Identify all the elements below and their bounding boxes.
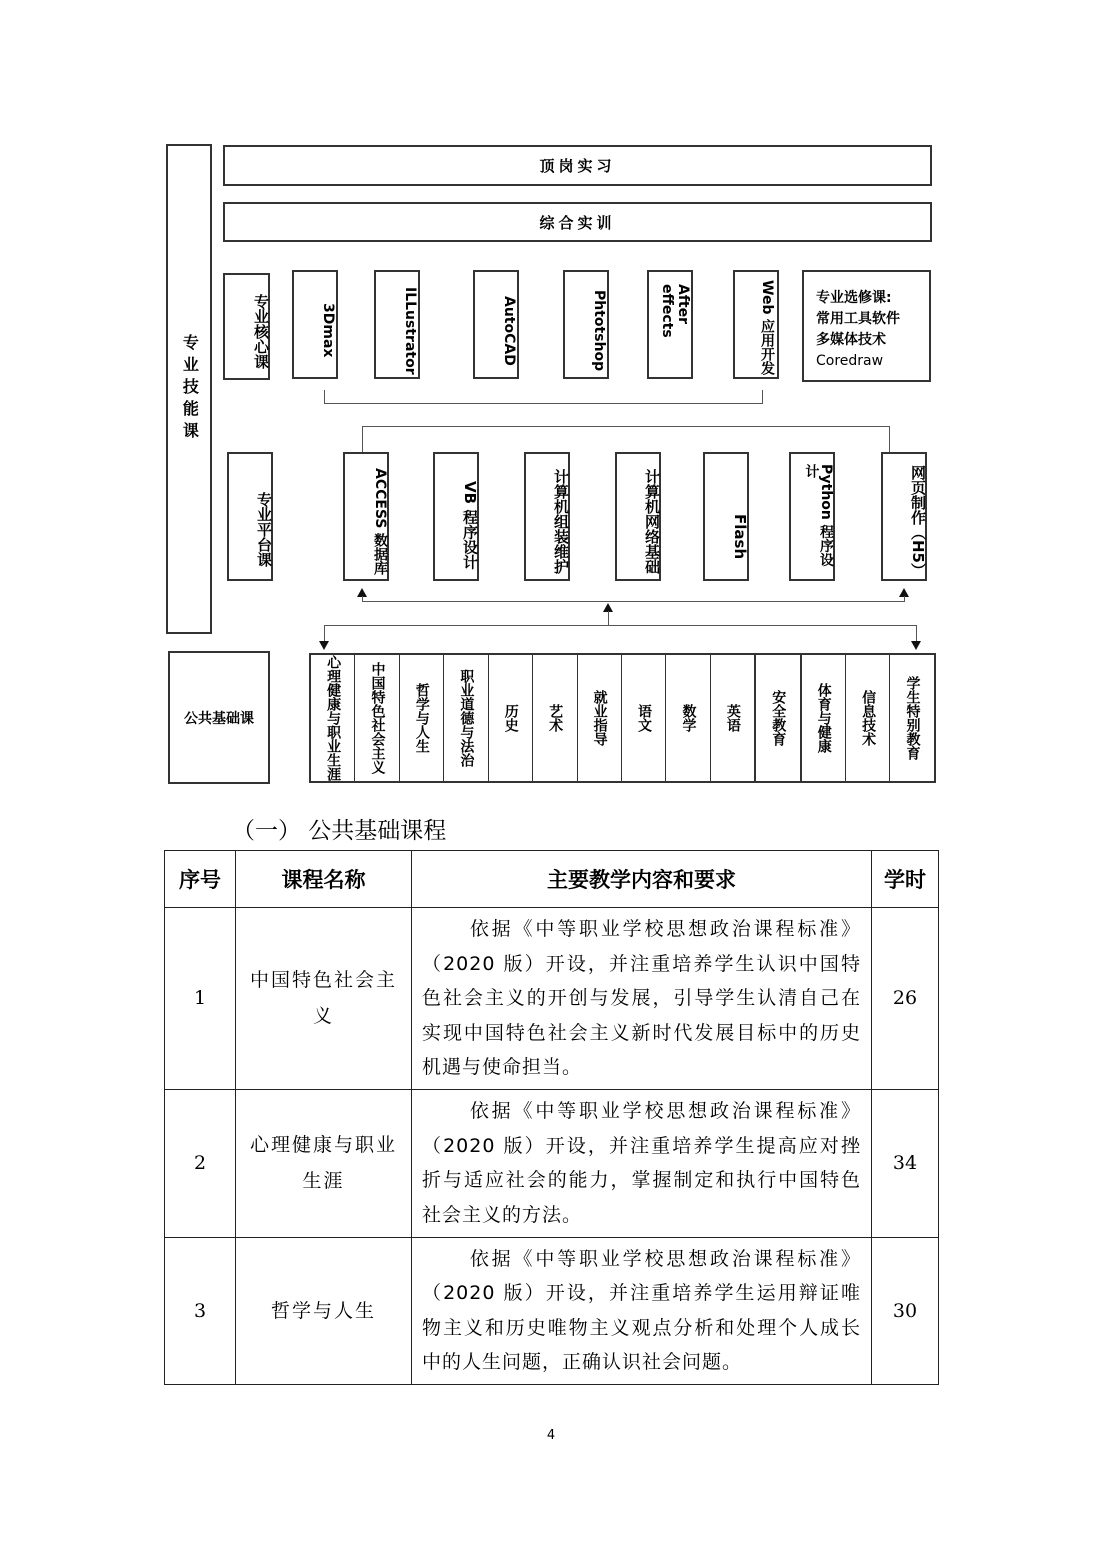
section-heading: （一） 公共基础课程 <box>232 818 447 844</box>
core-course-3dmax: 3Dmax <box>292 270 338 379</box>
elective-title: 专业选修课: <box>816 290 892 306</box>
row-no: 2 <box>165 1089 236 1237</box>
row-course-name: 中国特色社会主义 <box>236 908 412 1090</box>
core-bracket-right <box>762 390 763 404</box>
public-courses-label: 公共基础课 <box>168 651 270 784</box>
platform-bracket-right <box>889 426 890 452</box>
platform-courses-label: 专业平台课 <box>227 452 273 581</box>
public-course: 艺术 <box>533 655 577 781</box>
core-course-after-effects: After effects <box>647 270 693 379</box>
core-course-autocad: AutoCAD <box>473 270 519 379</box>
row-no: 3 <box>165 1237 236 1384</box>
core-bracket <box>324 403 763 404</box>
public-course: 职业道德与法治 <box>444 655 488 781</box>
public-course: 语文 <box>622 655 666 781</box>
core-course-photoshop: Phtotshop <box>563 270 609 379</box>
page-number: 4 <box>546 1428 556 1443</box>
row-hours: 34 <box>872 1089 939 1237</box>
connector-upper-horizontal <box>362 601 905 602</box>
core-course-web-dev: Web 应用开发 <box>733 270 779 379</box>
public-course: 数学 <box>666 655 710 781</box>
row-hours: 26 <box>872 908 939 1090</box>
elective-courses-box <box>802 270 931 382</box>
public-course: 信息技术 <box>846 655 890 781</box>
table-row <box>165 908 939 1090</box>
header-hours: 学时 <box>872 851 939 908</box>
core-course-illustrator: ILLustrator <box>374 270 420 379</box>
row-content: 依据《中等职业学校思想政治课程标准》（2020 版）开设，并注重培养学生提高应对挫折与适应社会的能力，掌握制定和执行中国特色社会主义的方法。 <box>412 1089 872 1237</box>
row-course-name: 哲学与人生 <box>236 1237 412 1384</box>
course-table <box>164 850 939 1385</box>
platform-course-vb: VB 程序设计 <box>433 452 479 581</box>
public-course: 历史 <box>489 655 533 781</box>
public-course: 体育与健康 <box>802 655 846 781</box>
table-header-row <box>165 851 939 908</box>
connector-lower-left <box>324 625 325 641</box>
platform-course-assembly: 计算机组装维护 <box>524 452 570 581</box>
elective-item: 多媒体技术 <box>816 332 886 348</box>
skills-courses-label: 专业技能课 <box>166 144 212 634</box>
row-content: 依据《中等职业学校思想政治课程标准》（2020 版）开设，并注重培养学生认识中国特色社会主义的开创与发展，引导学生认清自己在实现中国特色社会主义新时代发展目标中的历史机遇与使命担当。 <box>412 908 872 1090</box>
core-courses-label: 专业核心课 <box>223 273 270 380</box>
platform-bracket <box>362 426 890 427</box>
internship-bar: 顶岗实习 <box>223 145 932 186</box>
public-course: 心理健康与职业生涯 <box>311 655 355 781</box>
public-courses-row <box>309 653 936 783</box>
table-row <box>165 1089 939 1237</box>
platform-course-python: Python 程序设计 <box>789 452 835 581</box>
header-no: 序号 <box>165 851 236 908</box>
platform-course-access: ACCESS 数据库 <box>343 452 389 581</box>
core-bracket-left <box>324 390 325 404</box>
public-course: 哲学与人生 <box>400 655 444 781</box>
table-row <box>165 1237 939 1384</box>
row-hours: 30 <box>872 1237 939 1384</box>
arrow-down-left <box>319 641 329 650</box>
public-course: 就业指导 <box>578 655 622 781</box>
row-content: 依据《中等职业学校思想政治课程标准》（2020 版）开设，并注重培养学生运用辩证唯物主义和历史唯物主义观点分析和处理个人成长中的人生问题，正确认识社会问题。 <box>412 1237 872 1384</box>
connector-lower-horizontal <box>324 625 917 626</box>
header-name: 课程名称 <box>236 851 412 908</box>
public-course: 学生特别教育 <box>904 676 921 760</box>
elective-item: 常用工具软件 <box>816 311 900 327</box>
public-course: 中国特色社会主义 <box>355 655 399 781</box>
public-course: 英语 <box>711 655 755 781</box>
header-content: 主要教学内容和要求 <box>412 851 872 908</box>
platform-course-flash: Flash <box>703 452 749 581</box>
arrow-down-right <box>911 641 921 650</box>
connector-lower-right <box>916 625 917 641</box>
elective-item: Coredraw <box>816 353 884 369</box>
platform-course-web-h5: 网页制作（H5） <box>881 452 927 581</box>
public-course: 安全教育 <box>755 655 801 781</box>
row-course-name: 心理健康与职业生涯 <box>236 1089 412 1237</box>
platform-course-networking: 计算机网络基础 <box>615 452 661 581</box>
training-bar: 综合实训 <box>223 202 932 242</box>
connector-center-vertical <box>608 611 609 626</box>
row-no: 1 <box>165 908 236 1090</box>
platform-bracket-left <box>362 426 363 452</box>
